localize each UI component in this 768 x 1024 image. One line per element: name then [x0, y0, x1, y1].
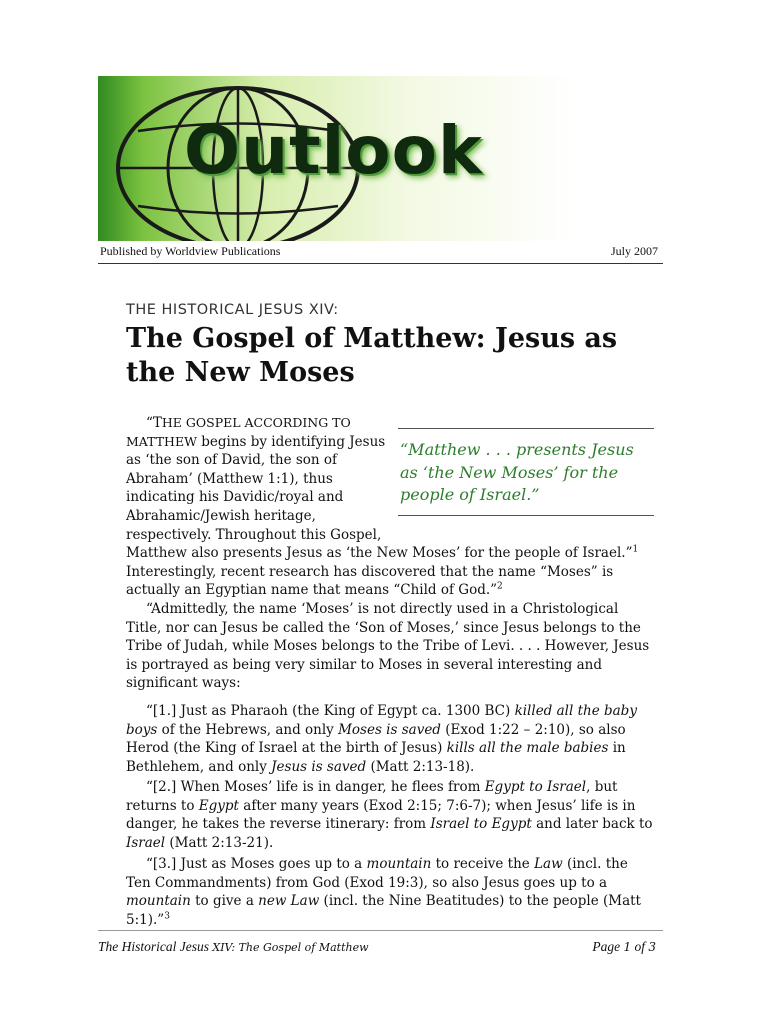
item2-e: after many years (Exod 2:15; 7:6-7); when Jesus’ life is in danger, he takes the reverse itinerary: from [126, 797, 636, 833]
footnote-ref-2: 2 [497, 581, 503, 592]
item1-d: Moses is saved [338, 721, 441, 738]
publisher-name: Published by Worldview Publications [100, 244, 281, 258]
item2-i: (Matt 2:13-21). [165, 834, 274, 851]
footer-title [98, 939, 369, 955]
footer-title-a: The Historical Jesus [98, 939, 213, 954]
masthead-rule [98, 263, 663, 264]
footnote-ref-3: 3 [164, 911, 170, 922]
publisher-row [100, 244, 660, 262]
intro-smallcaps: HE GOSPEL ACCORDING TO MATTHEW [126, 415, 351, 449]
item1-b: killed all the baby boys [126, 703, 637, 738]
item1-a: “[1.] Just as Pharaoh (the King of Egypt ca. 1300 BC) [146, 703, 515, 719]
item2-f: Israel to Egypt [430, 816, 532, 833]
article-title-line1: The Gospel of Matthew: Jesus as [126, 323, 618, 354]
page-of: of [631, 939, 649, 954]
p1-text-a: Matthew also presents Jesus as ‘the New Moses’ for the people of Israel.” [126, 545, 633, 561]
page-total: 3 [648, 940, 656, 954]
item1-i: (Matt 2:13-18). [366, 758, 475, 775]
item2-g: and later back to [531, 816, 653, 833]
p1-text-b: Interestingly, recent research has discovered that the name “Moses” is actually an Egyptian name that means “Child of God.” [126, 563, 614, 599]
paragraph-1-continued [126, 544, 654, 600]
intro-paragraph [126, 414, 388, 544]
pull-quote-text: “Matthew . . . presents Jesus as ‘the New Moses’ for the people of Israel.” [400, 440, 634, 504]
list-item-1 [126, 702, 654, 776]
item1-h: Jesus is saved [271, 758, 367, 775]
footer-title-b: XIV: The Gospel of Matthew [212, 941, 369, 954]
item3-g: to give a [190, 893, 259, 910]
footer-rule [98, 930, 663, 931]
masthead-banner [98, 76, 663, 241]
item1-c: of the Hebrews, and only [157, 721, 339, 738]
footnote-ref-1: 1 [632, 544, 639, 555]
item3-f: mountain [126, 893, 191, 910]
item1-e: (Exod 1:22 – 2:10), so also Herod (the King of Israel at the birth of Jesus) [126, 721, 626, 757]
article-title [126, 322, 646, 390]
item3-c: to receive the [431, 856, 535, 872]
item2-h: Israel [126, 834, 166, 851]
pull-quote [398, 428, 654, 516]
series-label: THE HISTORICAL JESUS XIV: [126, 302, 339, 318]
item1-g: in Bethlehem, and only [126, 740, 626, 775]
intro-open: “T [146, 415, 162, 431]
article-title-line2: the New Moses [126, 357, 355, 388]
item3-e: (incl. the Ten Commandments) from God (Exod 19:3), so also Jesus goes up to a [126, 856, 628, 891]
page-footer [98, 939, 656, 957]
page-number: 1 [623, 940, 632, 954]
item3-h: new Law [258, 893, 320, 910]
item2-c: , but returns to [126, 779, 618, 814]
list-item-3 [126, 855, 654, 929]
page-indicator [592, 939, 656, 955]
item3-d: Law [534, 856, 563, 872]
intro-rest: begins by identifying Jesus as ‘the son of David, the son of Abraham’ (Matthew 1:1), thus indicating his Davidic/royal and Abrahamic/Jewish heritage, respectively. Throughout this Gospel, [126, 433, 386, 543]
item2-d: Egypt [198, 797, 239, 814]
paragraph-2: “Admittedly, the name ‘Moses’ is not directly used in a Christological Title, nor can Jesus be called the ‘Son of Moses,’ since Jesus belongs to the Tribe of Judah, while Moses belongs to the Tribe of Levi. . . . However, Jesus is portrayed as being very similar to Moses in several interesting and significant ways: [126, 601, 650, 692]
item3-b: mountain [366, 856, 432, 872]
item2-a: “[2.] When Moses’ life is in danger, he flees from [146, 779, 485, 795]
item1-f: kills all the male babies [446, 740, 609, 757]
item3-a: “[3.] Just as Moses goes up to a [146, 856, 367, 872]
page-label: Page [592, 939, 624, 954]
item2-b: Egypt to Israel [484, 779, 587, 795]
item3-i: (incl. the Nine Beatitudes) to the people (Matt 5:1).” [126, 893, 641, 928]
logo-text: Outlook [184, 112, 483, 189]
list-item-2 [126, 778, 654, 852]
issue-date: July 2007 [610, 244, 658, 258]
